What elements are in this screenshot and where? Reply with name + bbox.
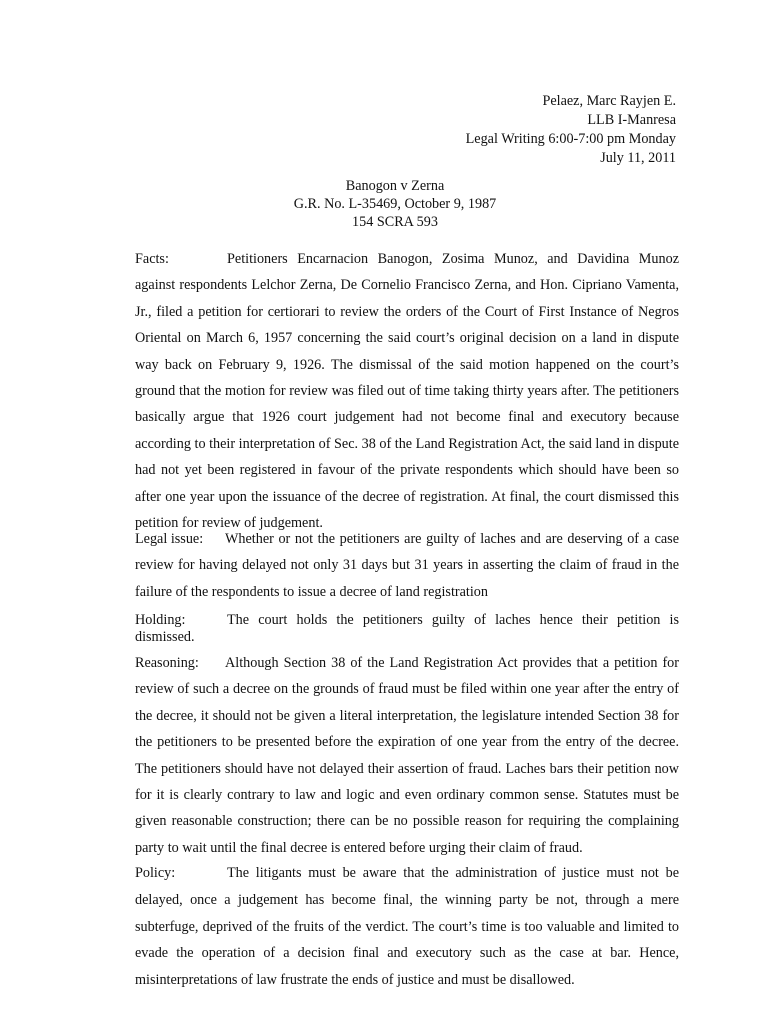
facts-section (135, 246, 679, 532)
case-heading (0, 177, 768, 231)
reasoning-text: Although Section 38 of the Land Registration Act provides that a petition for review of such a decree on the grounds of fraud must be filed within one year after the entry of the decree, it should not be given a literal interpretation, the legislature intended Section 38 for the petitioners to be presented before the expiration of one year from the entry of the decree. The petitioners should have not delayed their assertion of fraud. Laches bars their petition now for it is clearly contrary to law and logic and even ordinary common sense. Statutes must be given reasonable construction; there can be no possible reason for requiring the complaining party to wait until the final decree is entered before urging their claim of fraud. (135, 655, 679, 856)
facts-text: Petitioners Encarnacion Banogon, Zosima Munoz, and Davidina Munoz against respondents Lelchor Zerna, De Cornelio Francisco Zerna, and Hon. Cipriano Vamenta, Jr., filed a petition for certiorari to review the orders of the Court of First Instance of Negros Oriental on March 6, 1957 concerning the said court’s original decision on a land in dispute way back on February 9, 1926. The dismissal of the said motion happened on the court’s ground that the motion for review was filed out of time taking thirty years after. The petitioners basically argue that 1926 court judgement had not become final and executory because according to their interpretation of Sec. 38 of the Land Registration Act, the said land in dispute had not yet been registered in favour of the private respondents which should have been so after one year upon the issuance of the decree of registration. At final, the court dismissed this petition for review of judgement. (135, 251, 679, 532)
facts-label: Facts: (135, 251, 169, 267)
policy-section (135, 860, 679, 994)
submission-date: July 11, 2011 (600, 150, 676, 166)
holding-label: Holding: (135, 612, 186, 628)
course-schedule: Legal Writing 6:00-7:00 pm Monday (465, 131, 676, 147)
legal-issue-label: Legal issue: (135, 531, 204, 547)
author-header (466, 92, 676, 168)
legal-issue-section (135, 526, 679, 606)
case-title: Banogon v Zerna (345, 178, 445, 194)
reasoning-label: Reasoning: (135, 655, 199, 671)
author-name: Pelaez, Marc Rayjen E. (542, 93, 676, 109)
policy-label: Policy: (135, 865, 176, 881)
policy-text: The litigants must be aware that the administration of justice must not be delayed, once a judgement has become final, the winning party be not, through a mere subterfuge, deprived of the fruits of the verdict. The court’s time is too valuable and limited to evade the operation of a decision final and executory such as the case at bar. Hence, misinterpretations of law frustrate the ends of justice and must be disallowed. (135, 865, 679, 989)
holding-section (135, 606, 679, 650)
reasoning-section (135, 650, 679, 860)
case-docket: G.R. No. L-35469, October 9, 1987 (293, 196, 497, 212)
case-digest (135, 246, 679, 994)
holding-text: The court holds the petitioners guilty of laches hence their petition is dismissed. (135, 612, 679, 645)
author-program: LLB I-Manresa (587, 112, 676, 128)
legal-issue-text: Whether or not the petitioners are guilty of laches and are deserving of a case review for having delayed not only 31 days but 31 years in asserting the claim of fraud in the failure of the respondents to issue a decree of land registration (135, 531, 679, 600)
case-citation: 154 SCRA 593 (352, 214, 438, 230)
